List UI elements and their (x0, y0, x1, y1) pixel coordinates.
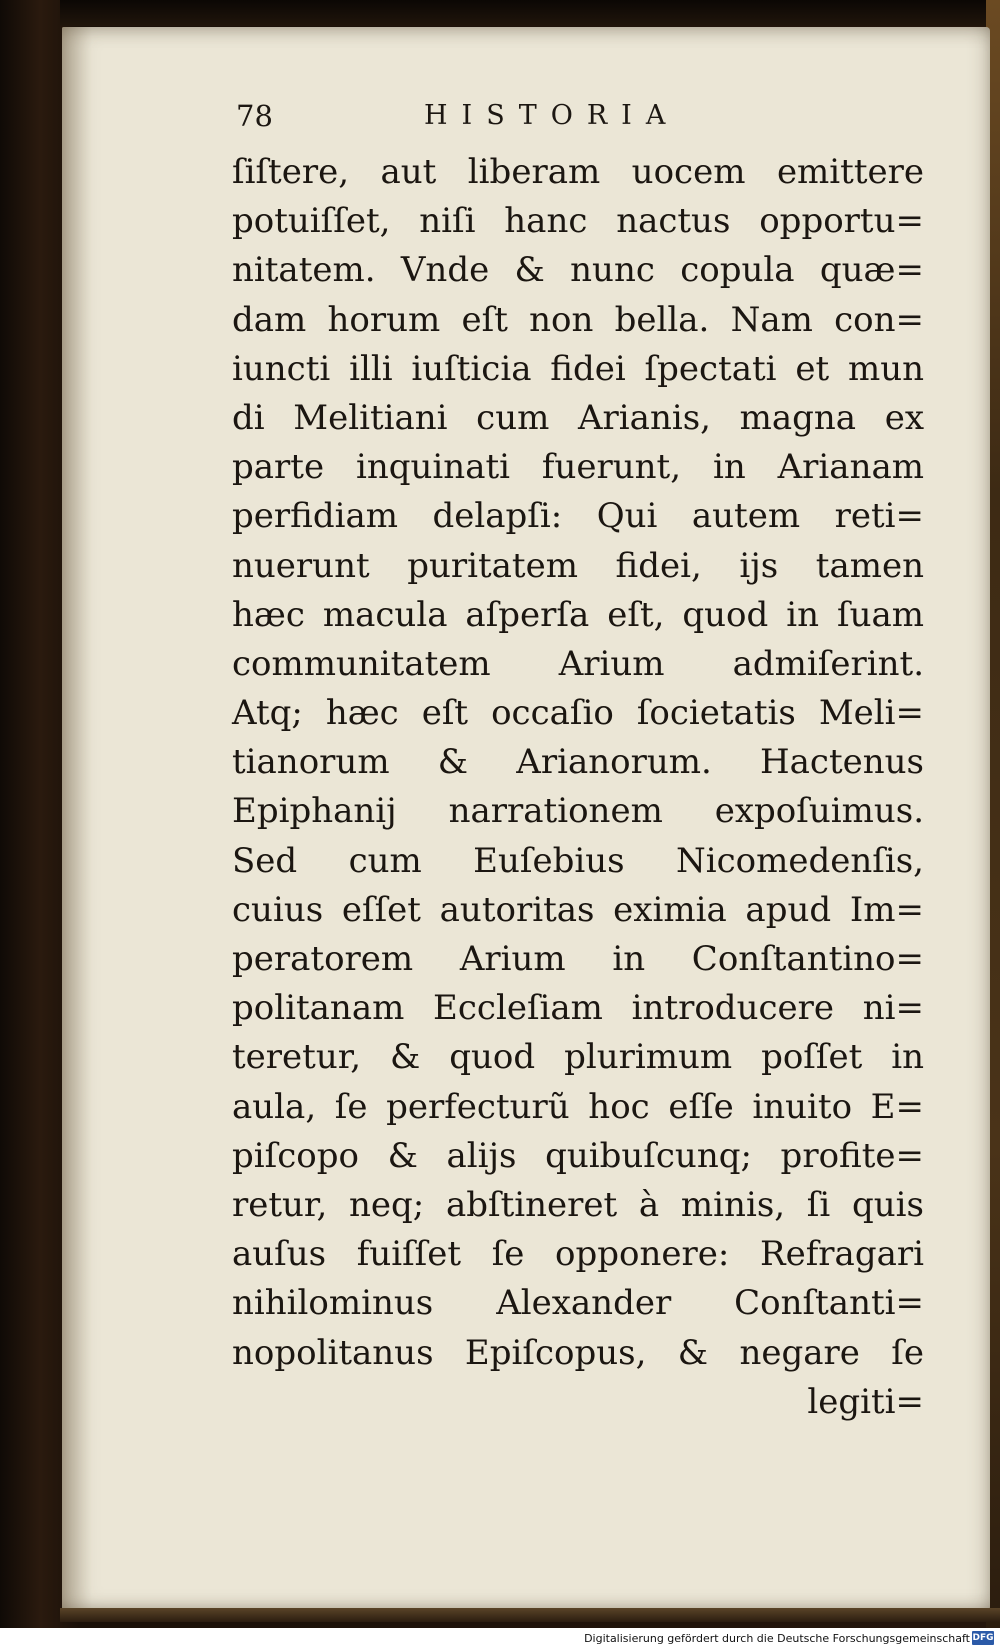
text-line: piſcopo & alijs quibuſcunq; profite= (232, 1135, 924, 1176)
text-line: retur, neq; abſtineret à minis, ſi quis (232, 1184, 924, 1225)
digitization-credit: Digitalisierung gefördert durch die Deutsche Forschungsgemeinschaft (584, 1632, 970, 1645)
page-header (236, 96, 936, 136)
text-line: dam horum eſt non bella. Nam con= (232, 299, 924, 340)
text-line: nopolitanus Epiſcopus, & negare ſe (232, 1332, 924, 1373)
text-line: nitatem. Vnde & nunc copula quæ= (232, 250, 924, 291)
page-number: 78 (236, 99, 273, 133)
catchword: legiti= (807, 1381, 924, 1422)
text-line: politanam Eccleſiam introducere ni= (232, 988, 924, 1029)
text-line: teretur, & quod plurimum poſſet in (232, 1037, 924, 1078)
text-line: potuiſſet, niſi hanc nactus opportu= (232, 201, 924, 242)
running-head: HISTORIA (424, 100, 680, 131)
text-line: nihilominus Alexander Conſtanti= (232, 1283, 924, 1324)
body-text (232, 148, 924, 1427)
text-line: aula, ſe perfecturũ hoc eſſe inuito E= (232, 1086, 924, 1127)
text-line: ſiſtere, aut liberam uocem emittere (232, 152, 924, 192)
text-line: peratorem Arium in Conſtantino= (232, 939, 924, 979)
text-line: hæc macula aſperſa eſt, quod in ſuam (232, 594, 924, 635)
dfg-logo: DFG (972, 1633, 994, 1643)
text-line: perfidiam delapſi: Qui autem reti= (232, 496, 924, 537)
text-line: di Melitiani cum Arianis, magna ex (232, 397, 924, 438)
book-bottom-edge (60, 1608, 1000, 1622)
text-line: tianorum & Arianorum. Hactenus (232, 742, 924, 783)
text-line: nuerunt puritatem fidei, ijs tamen (232, 545, 924, 586)
text-line: parte inquinati fuerunt, in Arianam (232, 447, 924, 488)
text-line: auſus fuiſſet ſe opponere: Refragari (232, 1234, 924, 1275)
text-line: iuncti illi iuſticia fidei ſpectati et mun (232, 348, 924, 389)
text-line: Sed cum Euſebius Nicomedenſis, (232, 840, 924, 881)
text-line: Atq; hæc eſt occaſio ſocietatis Meli= (232, 693, 924, 734)
text-line: communitatem Arium admiſerint. (232, 643, 924, 684)
text-line: cuius eſſet autoritas eximia apud Im= (232, 889, 924, 930)
book-top-edge (60, 0, 1000, 26)
text-line: Epiphanij narrationem expoſuimus. (232, 791, 924, 832)
